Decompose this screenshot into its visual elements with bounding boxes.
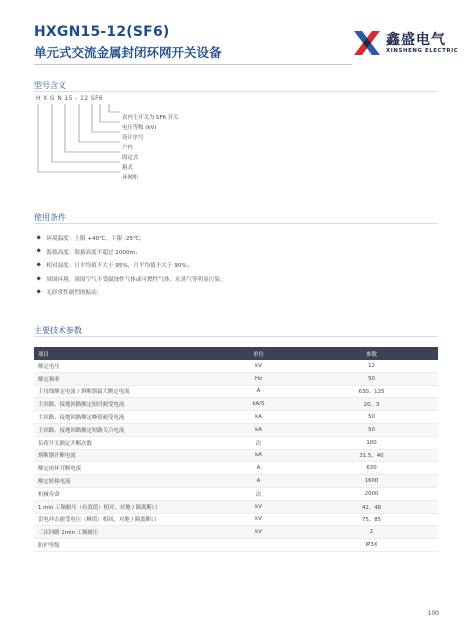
bullet-icon: [36, 262, 41, 267]
param-unit: A: [212, 385, 305, 398]
page-subtitle: 单元式交流金属封闭环网开关设备: [34, 45, 222, 60]
param-name: 额定闭环开断电流: [34, 462, 212, 475]
param-name: 雷电冲击耐受电压（峰值）相间、对地 / 隔离断口: [34, 513, 212, 526]
param-value: 75、85: [305, 513, 438, 526]
model-code: H X G N 15 - 12 SF6: [36, 96, 104, 102]
param-value: 630、125: [305, 385, 438, 398]
bullet-icon: [36, 235, 41, 240]
param-unit: [212, 539, 305, 552]
list-item: 海拔高度：海拔高度不超过 2000m；: [36, 247, 225, 261]
header-divider: [34, 64, 352, 65]
bullet-icon: [36, 276, 41, 281]
table-row: [34, 449, 438, 462]
model-label: 电压等级 (kV): [122, 125, 157, 131]
param-unit: 次: [212, 436, 305, 449]
list-item: 环境温度：上限 +40℃，下限 -25℃；: [36, 233, 225, 247]
param-name: 负荷开关额定开断次数: [34, 436, 212, 449]
param-name: 熔断器开断电流: [34, 449, 212, 462]
param-value: IP3X: [305, 539, 438, 552]
table-row: [34, 372, 438, 385]
conditions-section-divider: [34, 223, 438, 224]
header-item: 项目: [34, 347, 212, 360]
model-label: 表内主开关为 SF6 开关: [122, 115, 179, 121]
logo-english-name: XINSHENG ELECTRIC: [386, 48, 459, 54]
table-row: [34, 500, 438, 513]
conditions-list: [36, 233, 225, 301]
bullet-icon: [36, 249, 41, 254]
table-row: [34, 513, 438, 526]
param-value: 2: [305, 526, 438, 539]
table-row: [34, 385, 438, 398]
param-name: 主回路、接地回路额定峰值耐受电流: [34, 411, 212, 424]
param-unit: kA/S: [212, 398, 305, 411]
params-table: [34, 347, 438, 552]
param-value: 50: [305, 411, 438, 424]
param-value: 42、48: [305, 500, 438, 513]
table-row: [34, 360, 438, 372]
param-name: 防护等级: [34, 539, 212, 552]
table-row: [34, 526, 438, 539]
logo-chinese-name: 鑫盛电气: [386, 32, 446, 48]
param-unit: A: [212, 462, 305, 475]
param-value: 20、3: [305, 398, 438, 411]
table-row: [34, 398, 438, 411]
page-number: 100: [427, 610, 439, 617]
model-label: 环网柜: [122, 175, 139, 181]
param-unit: kV: [212, 513, 305, 526]
param-unit: kV: [212, 526, 305, 539]
header-value: 参数: [305, 347, 438, 360]
param-unit: kA: [212, 411, 305, 424]
table-row: [34, 436, 438, 449]
param-name: 主回路、接地回路额定短路关合电流: [34, 423, 212, 436]
page-title: HXGN15-12(SF6): [34, 24, 170, 40]
table-row: [34, 423, 438, 436]
param-name: 机械寿命: [34, 487, 212, 500]
param-name: 额定频率: [34, 372, 212, 385]
model-section-title: 型号含义: [34, 81, 66, 90]
param-name: 二次回路 1min 工频耐压: [34, 526, 212, 539]
param-name: 1 min 工频耐压（有效值）相对、对地 / 隔离断口: [34, 500, 212, 513]
param-unit: kA: [212, 423, 305, 436]
table-row: [34, 475, 438, 488]
param-unit: Hz: [212, 372, 305, 385]
param-unit: kA: [212, 449, 305, 462]
table-row: [34, 462, 438, 475]
param-value: 50: [305, 423, 438, 436]
bullet-icon: [36, 289, 41, 294]
table-row: [34, 487, 438, 500]
table-row: [34, 411, 438, 424]
params-section-title: 主要技术参数: [34, 326, 82, 335]
param-name: 额定转移电流: [34, 475, 212, 488]
list-item: 相对湿度：日平均值不大于 95%，月平均值不大于 90%；: [36, 260, 225, 274]
param-unit: A: [212, 475, 305, 488]
param-value: 12: [305, 360, 438, 372]
param-value: 31.5、40: [305, 449, 438, 462]
model-label: 设计序号: [122, 135, 144, 141]
param-name: 主母线额定电流 / 熔断器最大额定电流: [34, 385, 212, 398]
model-code-diagram: [36, 104, 126, 188]
params-section-divider: [34, 336, 438, 337]
conditions-section-title: 使用条件: [34, 213, 66, 222]
param-value: 100: [305, 436, 438, 449]
table-row: [34, 539, 438, 552]
param-unit: 次: [212, 487, 305, 500]
list-item: 无经常性剧烈的振动。: [36, 287, 225, 301]
model-label: 固定式: [122, 155, 139, 161]
logo-x-icon: [352, 28, 382, 58]
model-label: 箱式: [122, 165, 133, 171]
list-item: 周围环境：周围空气不受腐蚀性气体或可燃性气体、水蒸气等明显污染；: [36, 274, 225, 288]
header-unit: 单位: [212, 347, 305, 360]
param-unit: kV: [212, 360, 305, 372]
param-value: 630: [305, 462, 438, 475]
table-header-row: [34, 347, 438, 360]
param-name: 额定电压: [34, 360, 212, 372]
model-label: 户内: [122, 145, 133, 151]
param-value: 1600: [305, 475, 438, 488]
param-unit: kV: [212, 500, 305, 513]
param-value: 50: [305, 372, 438, 385]
model-section-divider: [34, 91, 438, 92]
param-name: 主回路、接地回路额定短时耐受电流: [34, 398, 212, 411]
param-value: 2000: [305, 487, 438, 500]
company-logo: [352, 28, 459, 60]
